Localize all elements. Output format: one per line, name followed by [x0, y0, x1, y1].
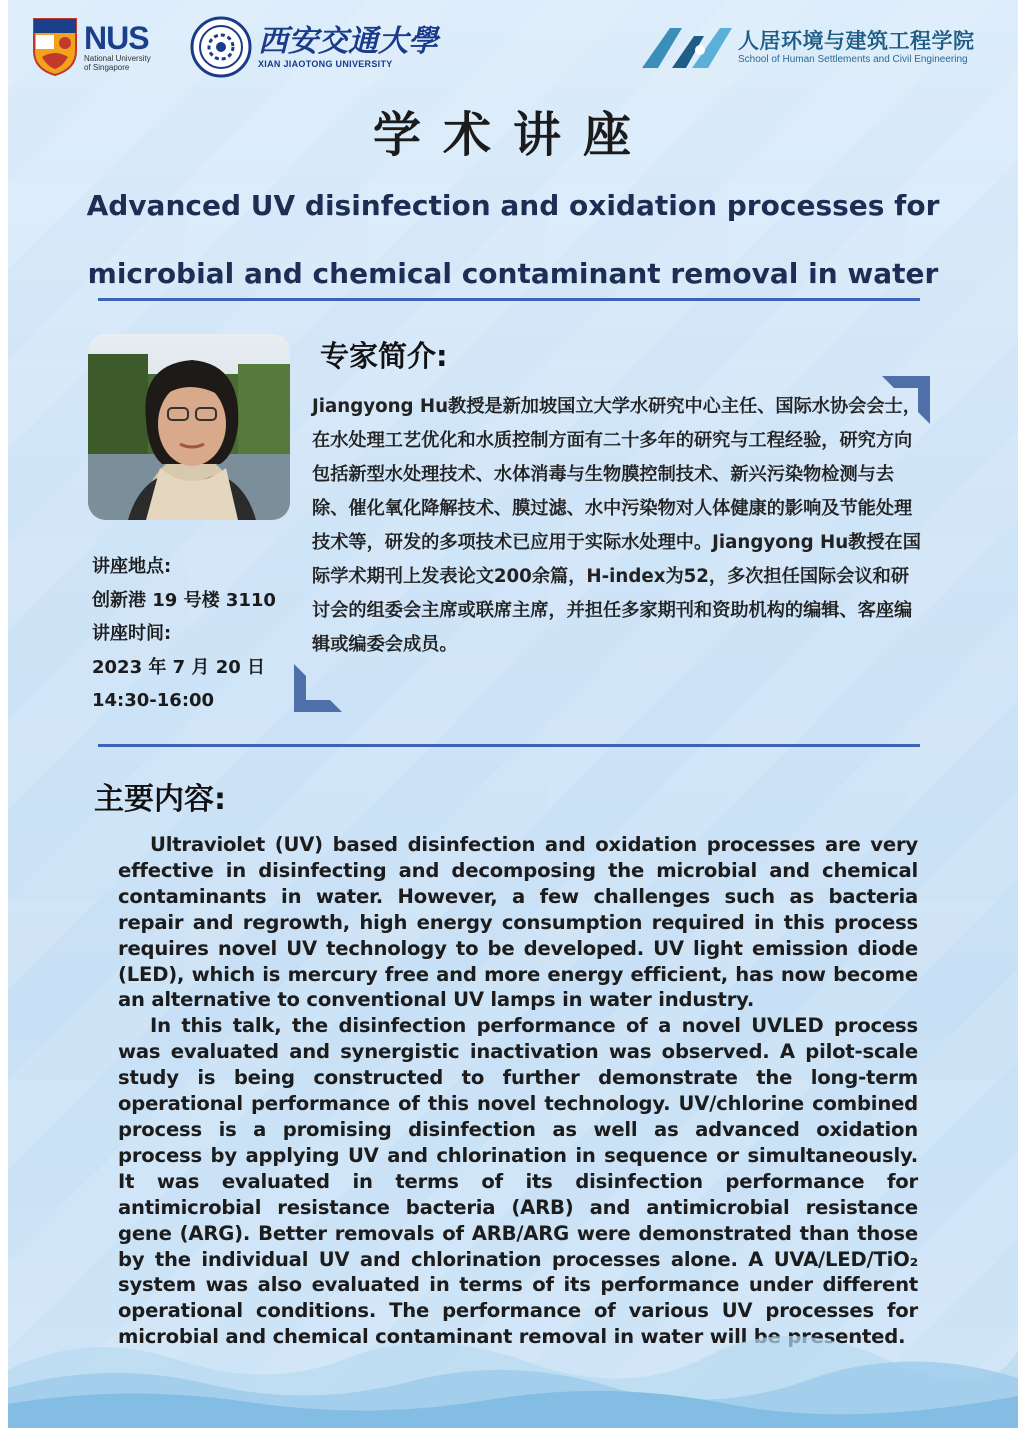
content-body	[118, 832, 918, 1350]
date-value: 2023 年 7 月 20 日	[92, 656, 266, 678]
school-mark-icon	[642, 24, 732, 70]
lecture-title-line1: Advanced UV disinfection and oxidation processes for	[86, 189, 940, 222]
venue-value: 创新港 19 号楼 3110	[92, 589, 276, 611]
bracket-corner-icon	[290, 660, 346, 716]
school-name-en: School of Human Settlements and Civil Engineering	[738, 54, 968, 65]
xjtu-name-en: XIAN JIAOTONG UNIVERSITY	[258, 59, 393, 69]
speaker-photo	[88, 334, 290, 520]
divider-top	[98, 298, 920, 301]
xjtu-logo	[190, 16, 438, 78]
page-title: 学术讲座	[372, 107, 653, 163]
nus-shield-icon	[32, 17, 78, 77]
time-label: 讲座时间:	[92, 623, 172, 644]
divider-middle	[98, 744, 920, 747]
venue-label: 讲座地点:	[92, 556, 172, 577]
wave-decoration	[8, 1300, 1018, 1428]
lecture-title	[48, 172, 978, 308]
lecture-title-line2: microbial and chemical contaminant removal in water	[87, 257, 939, 290]
expert-heading: 专家简介:	[320, 339, 448, 373]
lecture-info	[92, 550, 276, 718]
content-paragraph: In this talk, the disinfection performance of a novel UVLED process was evaluated and synergistic inactivation was observed. A pilot-scale study is being constructed to further demonstrate the long-term operational performance of this novel technology. UV/chlorine combined process is a promising disinfection as well as advanced oxidation process by applying UV and chlorination in sequence or simultaneously. It was evaluated in terms of its disinfection performance for antimicrobial resistance bacteria (ARB) and antimicrobial resistance gene (ARG). Better removals of ARB/ARG were demonstrated than those by the individual UV and chlorination processes alone. A UVA/LED/TiO₂ system was also evaluated in terms of its performance under different operational conditions. The performance of various UV processes for microbial and chemical contaminant removal in water will be presented.	[118, 1014, 918, 1349]
nus-line2: of Singapore	[84, 63, 130, 72]
nus-name: NUS	[84, 20, 149, 56]
nus-logo	[32, 14, 151, 80]
speaker-portrait-icon	[88, 334, 290, 520]
expert-bio: Jiangyong Hu教授是新加坡国立大学水研究中心主任、国际水协会会士，在水处理工艺优化和水质控制方面有二十多年的研究与工程经验，研究方向包括新型水处理技术、水体消毒与生物膜控制技术、新兴污染物检测与去除、催化氧化降解技术、膜过滤、水中污染物对人体健康的影响及节能处理技术等，研发的多项技术已应用于实际水处理中。Jiangyong Hu教授在国际学术期刊上发表论文200余篇，H-index为52，多次担任国际会议和研讨会的组委会主席或联席主席，并担任多家期刊和资助机构的编辑、客座编辑或编委会成员。	[312, 396, 921, 655]
content-paragraph: Ultraviolet (UV) based disinfection and oxidation processes are very effective in disinfecting and decomposing the microbial and chemical contaminants in water. However, a few challenges such as bacteria repair and regrowth, high energy consumption required in this process requires novel UV technology to be developed. UV light emission diode (LED), which is mercury free and more energy efficient, has now become an alternative to conventional UV lamps in water industry.	[118, 833, 918, 1012]
school-name-cn: 人居环境与建筑工程学院	[738, 29, 975, 53]
nus-line1: National University	[84, 54, 151, 63]
content-heading: 主要内容:	[94, 782, 226, 817]
school-logo	[642, 24, 975, 70]
xjtu-name-cn: 西安交通大學	[258, 24, 438, 59]
xjtu-seal-icon	[190, 16, 252, 78]
time-value: 14:30-16:00	[92, 690, 215, 711]
poster	[8, 0, 1018, 1428]
